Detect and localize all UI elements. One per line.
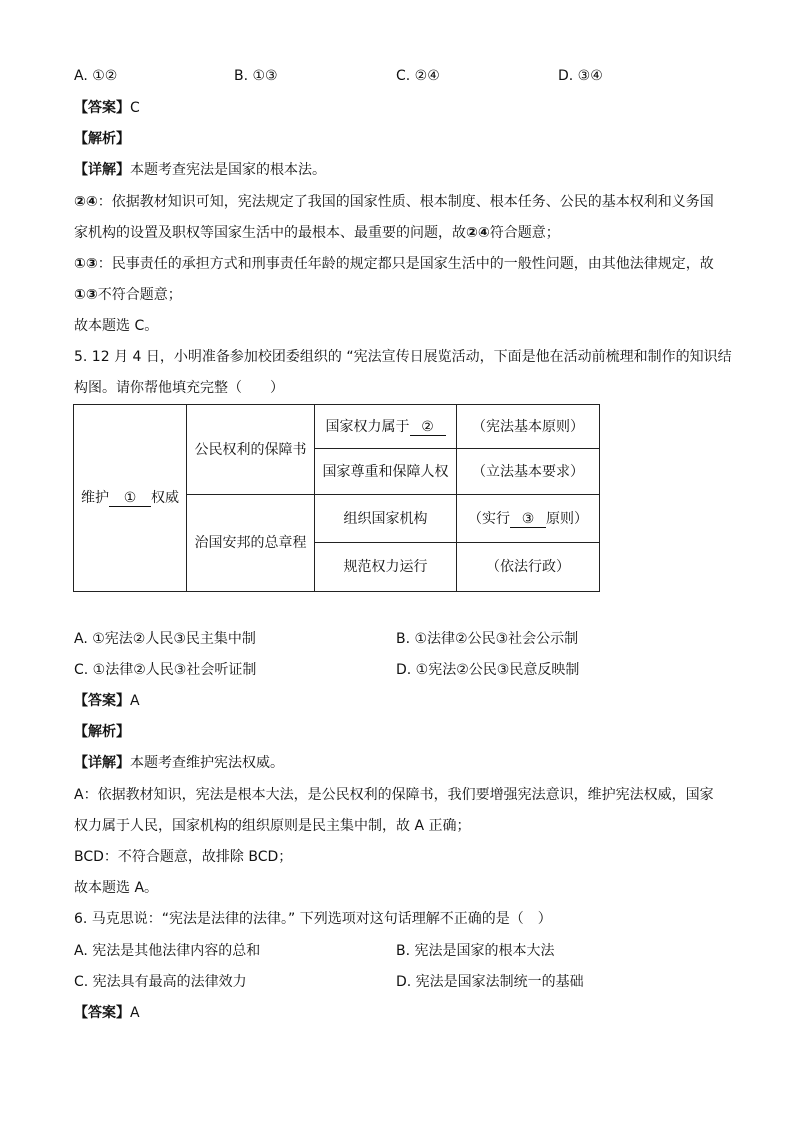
q4-option-a: A. ①② [74, 68, 118, 84]
q6-option-d: D. 宪法是国家法制统一的基础 [396, 974, 584, 990]
q6-option-b: B. 宪法是国家的根本大法 [396, 943, 555, 959]
q5-option-c: C. ①法律②人民③社会听证制 [74, 662, 257, 678]
q6-option-a: A. 宪法是其他法律内容的总和 [74, 943, 261, 959]
q4-option-d: D. ③④ [558, 68, 603, 84]
answer-value: A [130, 693, 140, 709]
q5-option-d: D. ①宪法②公民③民意反映制 [396, 662, 580, 678]
detail-tag: 【详解】 [74, 755, 130, 771]
q4-option-b: B. ①③ [234, 68, 278, 84]
table-cell-r2-left: 国家尊重和保障人权 [315, 449, 457, 495]
q4-detail [74, 160, 326, 180]
q5-analysis-line-1: A：依据教材知识，宪法是根本大法，是公民权利的保障书，我们要增强宪法意识，维护宪法权威，国家 [74, 787, 714, 803]
paragraph-text: ：依据教材知识可知，宪法规定了我国的国家性质、根本制度、根本任务、公民的基本权利和义务国 [97, 194, 714, 210]
answer-tag: 【答案】 [74, 693, 130, 709]
q5-answer [74, 691, 140, 711]
option-ref: ①③ [74, 256, 98, 272]
cell-text: （实行 [468, 510, 510, 527]
table-branch-charter: 治国安邦的总章程 [187, 495, 315, 592]
q6-option-c: C. 宪法具有最高的法律效力 [74, 974, 247, 990]
blank-3: ③ [510, 511, 546, 528]
q4-paragraph-1-line-2 [74, 223, 560, 243]
q4-paragraph-2-line-2 [74, 285, 182, 305]
q4-paragraph-1-line-1 [74, 192, 714, 212]
table-root-cell [74, 405, 187, 592]
detail-text: 本题考查维护宪法权威。 [130, 755, 284, 771]
q4-option-c: C. ②④ [396, 68, 440, 84]
q5-analysis-tag [74, 722, 130, 742]
q4-conclusion: 故本题选 C。 [74, 318, 159, 334]
q5-option-b: B. ①法律②公民③社会公示制 [396, 631, 579, 647]
paragraph-text: 符合题意； [489, 225, 560, 241]
q6-stem: 6. 马克思说：“宪法是法律的法律。” 下列选项对这句话理解不正确的是（ ） [74, 911, 552, 927]
q5-detail [74, 753, 284, 773]
q4-analysis-tag [74, 129, 130, 149]
detail-tag: 【详解】 [74, 162, 130, 178]
answer-value: A [130, 1005, 140, 1021]
q5-analysis-line-3: BCD：不符合题意，故排除 BCD； [74, 849, 293, 865]
knowledge-structure-table [73, 404, 600, 592]
q6-answer [74, 1003, 140, 1023]
paragraph-text: 家机构的设置及职权等国家生活中的最根本、最重要的问题，故 [74, 225, 466, 241]
table-cell-r1-right: （宪法基本原则） [457, 405, 600, 449]
q5-stem-line-2: 构图。请你帮他填充完整（ ） [74, 380, 284, 396]
blank-2: ② [410, 419, 446, 436]
table-cell-r2-right: （立法基本要求） [457, 449, 600, 495]
option-ref: ②④ [466, 225, 490, 241]
table-cell-r3-left: 组织国家机构 [315, 495, 457, 543]
table-branch-rights: 公民权利的保障书 [187, 405, 315, 495]
cell-text: 国家权力属于 [325, 418, 410, 435]
cell-text: 权威 [151, 490, 179, 506]
table-cell-r4-left: 规范权力运行 [315, 543, 457, 592]
option-ref: ②④ [74, 194, 98, 210]
q5-analysis-line-2: 权力属于人民，国家机构的组织原则是民主集中制，故 A 正确； [74, 818, 471, 834]
q4-paragraph-2-line-1 [74, 254, 714, 274]
answer-tag: 【答案】 [74, 1005, 130, 1021]
q5-conclusion: 故本题选 A。 [74, 880, 159, 896]
analysis-tag: 【解析】 [74, 724, 130, 740]
analysis-tag: 【解析】 [74, 131, 130, 147]
q5-stem-line-1: 5. 12 月 4 日，小明准备参加校团委组织的 “宪法宣传日展览活动，下面是他在活动前梳理和制作的知识结 [74, 349, 732, 365]
answer-tag: 【答案】 [74, 100, 130, 116]
blank-1: ① [109, 490, 151, 507]
option-ref: ①③ [74, 287, 98, 303]
cell-text: 原则） [546, 510, 588, 527]
paragraph-text: ：民事责任的承担方式和刑事责任年龄的规定都只是国家生活中的一般性问题，由其他法律规定，故 [97, 256, 714, 272]
table-cell-r4-right: （依法行政） [457, 543, 600, 592]
table-cell-r1-left [315, 405, 457, 449]
answer-value: C [130, 100, 140, 116]
table-cell-r3-right [457, 495, 600, 543]
paragraph-text: 不符合题意； [97, 287, 182, 303]
q4-answer [74, 98, 140, 118]
q5-option-a: A. ①宪法②人民③民主集中制 [74, 631, 256, 647]
cell-text: 维护 [81, 490, 109, 506]
detail-text: 本题考查宪法是国家的根本法。 [130, 162, 326, 178]
